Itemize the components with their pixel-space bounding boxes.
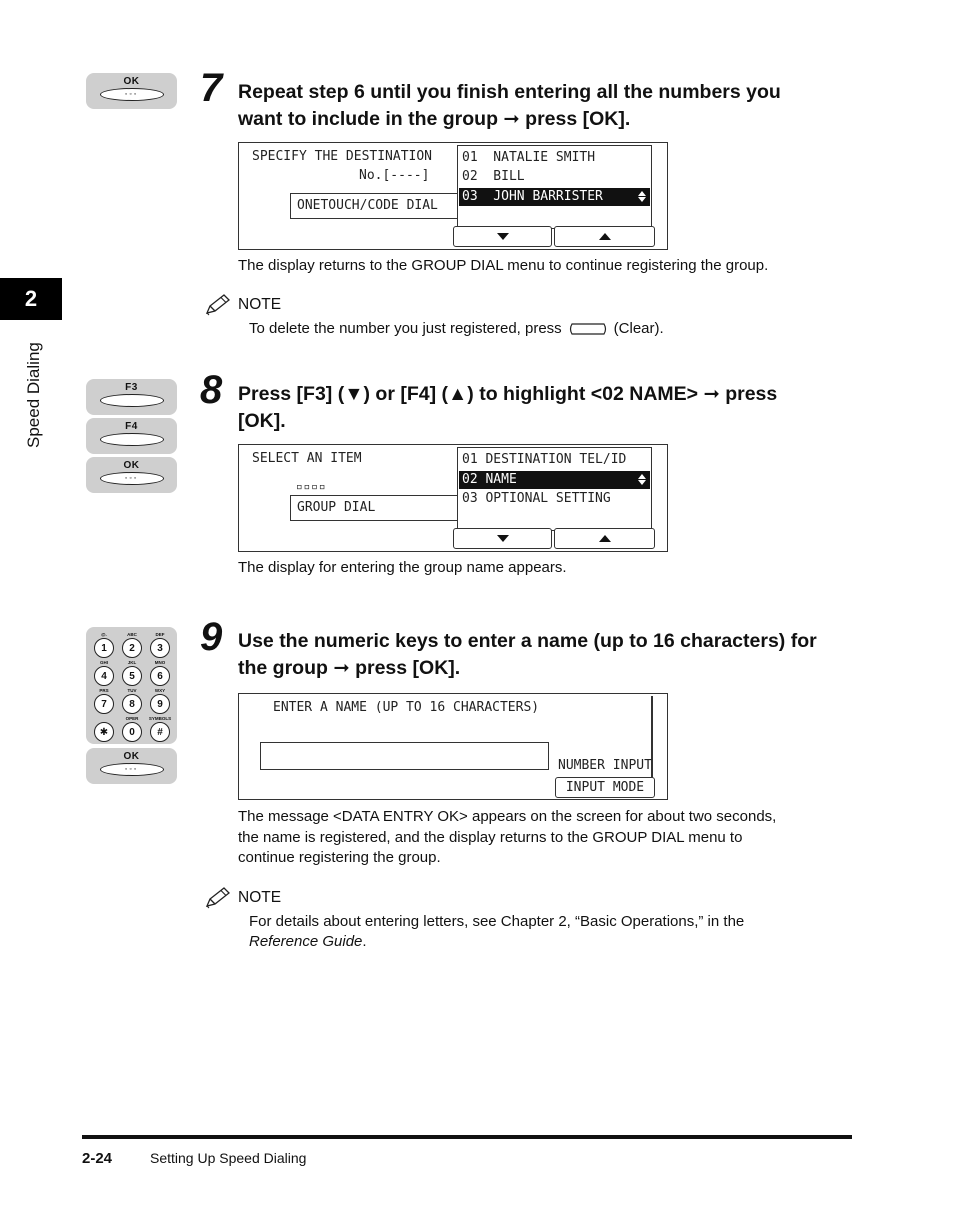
list-item[interactable]: 01 DESTINATION TEL/ID [462,452,627,467]
step-9-description: The message <DATA ENTRY OK> appears on the screen for about two seconds, the name is registered, and the display returns to the GROUP DIAL menu to continue registering the group. [238,808,777,866]
section-side-label: Speed Dialing [24,342,43,448]
step-8-lcd-screen [238,444,668,552]
keypad-cell [119,687,145,715]
step-8-title: Press [F3] (▼) or [F4] (▲) to highlight <02 NAME> ➞ press [OK]. [238,383,778,432]
pencil-note-icon [204,293,232,317]
keypad-cell [147,715,173,743]
numeric-key[interactable]: 1 [94,638,114,658]
ok-key-panel [86,457,177,493]
f3-key[interactable] [100,394,164,407]
step-7-note-text: To delete the number you just registered, press (Clear). [249,320,664,337]
keypad-row [90,631,174,659]
keypad-cell [147,659,173,687]
destination-list [457,145,652,229]
onetouch-code-dial-button[interactable]: ONETOUCH/CODE DIAL [290,193,460,219]
name-input-field[interactable] [260,742,549,770]
keypad-sublabel: MNO [154,660,166,665]
scroll-up-button[interactable] [554,528,655,549]
keypad-sublabel: OPER [125,716,139,721]
input-mode-button[interactable]: INPUT MODE [555,777,655,798]
numeric-key[interactable]: 2 [122,638,142,658]
keypad-cell [119,659,145,687]
keypad-cell [91,659,117,687]
step-9-note-label: NOTE [238,889,282,906]
step-8-number: 8 [200,368,223,412]
pencil-note-icon [204,886,232,910]
scroll-down-button[interactable] [453,528,552,549]
scroll-down-button[interactable] [453,226,552,247]
reference-guide-title: Reference Guide [249,933,363,950]
lcd-progress-dots: ▫▫▫▫ [296,480,327,493]
numeric-key[interactable]: 8 [122,694,142,714]
numeric-key[interactable]: 4 [94,666,114,686]
keypad-sublabel: TUV [127,688,137,693]
scroll-arrows-icon [638,474,646,485]
list-item[interactable]: 01 NATALIE SMITH [462,150,596,165]
keypad-row [90,659,174,687]
step-9-note-text: For details about entering letters, see Chapter 2, “Basic Operations,” in the Reference Guide. [249,913,745,950]
item-list [457,447,652,531]
keypad-row [90,715,174,743]
keypad-cell [147,687,173,715]
f4-key[interactable] [100,433,164,446]
keypad-cell [91,631,117,659]
keypad-sublabel: WXY [154,688,166,693]
lcd-number-field: No.[----] [359,168,430,183]
numeric-key[interactable]: 9 [150,694,170,714]
f4-key-label: F4 [125,421,138,432]
keypad-sublabel: JKL [127,660,137,665]
ok-key-label: OK [123,76,140,87]
numeric-keypad-panel [86,627,177,744]
group-dial-button[interactable]: GROUP DIAL [290,495,460,521]
keypad-row [90,687,174,715]
keypad-cell [147,631,173,659]
numeric-key[interactable]: 7 [94,694,114,714]
keypad-sublabel: DEF [155,632,165,637]
footer-title: Setting Up Speed Dialing [150,1150,307,1166]
numeric-keypad [90,631,174,743]
up-arrow-icon [599,233,611,240]
clear-key-icon [568,322,608,336]
numeric-key[interactable]: 5 [122,666,142,686]
ok-key-panel [86,748,177,784]
chapter-tab: 2 [0,278,62,320]
f4-key-panel [86,418,177,454]
step-7-note-label: NOTE [238,296,282,313]
ok-key-label: OK [123,751,140,762]
keypad-sublabel: ABC [127,632,137,637]
lcd-prompt: SELECT AN ITEM [252,451,362,466]
scroll-arrows-icon [638,191,646,202]
keypad-sublabel: SYMBOLS [148,716,172,721]
lcd-prompt: ENTER A NAME (UP TO 16 CHARACTERS) [273,700,540,715]
input-mode-status: NUMBER INPUT [558,758,652,773]
step-9-lcd-screen [238,693,668,800]
list-item-selected[interactable]: 02 NAME [459,471,650,489]
numeric-key[interactable]: 3 [150,638,170,658]
down-arrow-icon [497,535,509,542]
step-7-lcd-screen [238,142,668,250]
lcd-prompt: SPECIFY THE DESTINATION [252,149,433,164]
list-item[interactable]: 02 BILL [462,169,525,184]
step-7-description: The display returns to the GROUP DIAL menu to continue registering the group. [238,257,769,274]
scroll-up-button[interactable] [554,226,655,247]
keypad-cell [91,687,117,715]
ok-key[interactable]: ◦◦◦ [100,472,164,485]
ok-key-panel [86,73,177,109]
keypad-cell [91,715,117,743]
f3-key-panel [86,379,177,415]
step-7-title: Repeat step 6 until you finish entering all the numbers you want to include in the group ➞ press [OK]. [238,81,781,130]
f3-key-label: F3 [125,382,138,393]
ok-key-label: OK [123,460,140,471]
footer-rule [82,1135,852,1139]
numeric-key[interactable]: # [150,722,170,742]
up-arrow-icon [599,535,611,542]
keypad-cell [119,715,145,743]
keypad-sublabel: PRS [99,688,109,693]
ok-key[interactable]: ◦◦◦ [100,763,164,776]
numeric-key[interactable]: ✱ [94,722,114,742]
ok-key[interactable]: ◦◦◦ [100,88,164,101]
step-7-number: 7 [200,66,223,110]
keypad-sublabel: GHI [99,660,108,665]
list-item-selected[interactable]: 03 JOHN BARRISTER [459,188,650,206]
numeric-key[interactable]: 0 [122,722,142,742]
keypad-sublabel: @. [101,632,107,637]
down-arrow-icon [497,233,509,240]
step-8-description: The display for entering the group name appears. [238,559,567,576]
page-number: 2-24 [82,1150,113,1167]
keypad-cell [119,631,145,659]
step-9-number: 9 [200,615,223,659]
numeric-key[interactable]: 6 [150,666,170,686]
list-item[interactable]: 03 OPTIONAL SETTING [462,491,611,506]
step-9-title: Use the numeric keys to enter a name (up to 16 characters) for the group ➞ press [OK]. [238,630,817,679]
